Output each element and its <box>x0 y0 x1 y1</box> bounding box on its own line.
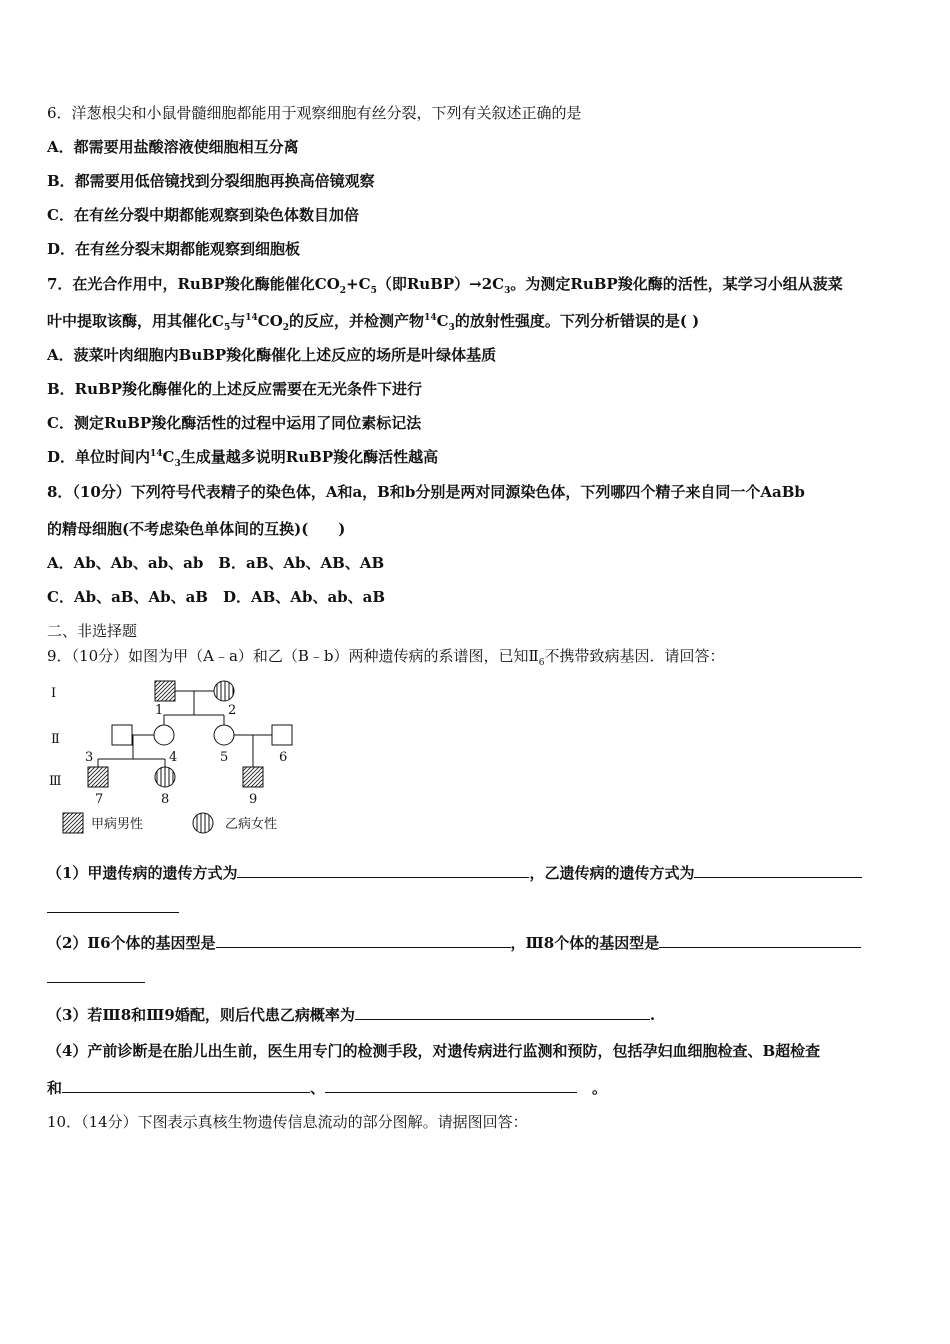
q7-stem-line2: 叶中提取该酶，用其催化$C_5$与$^{14}CO_2$的反应，并检测产物$^{14}C_3$的放射性强度。下列分析错误的是( ) <box>47 312 700 333</box>
q7-option-d: D．单位时间内$^{14}C_3$生成量越多说明RuBP羧化酶活性越高 <box>47 448 439 469</box>
individual-1-affected-male <box>155 681 175 701</box>
q10-stem: 10．（14分）下图表示真核生物遗传信息流动的部分图解。请据图回答： <box>47 1113 528 1131</box>
q9-part4: （4）产前诊断是在胎儿出生前，医生用专门的检测手段，对遗传病进行监测和预防，包括孕妇血细胞检查、B超检查 <box>47 1042 821 1060</box>
label-4: 4 <box>169 750 178 765</box>
label-9: 9 <box>249 792 258 807</box>
individual-4-female <box>154 725 174 745</box>
answer-blank-2b-continued[interactable] <box>47 968 145 983</box>
q6-option-c: C．在有丝分裂中期都能观察到染色体数目加倍 <box>47 206 359 224</box>
individual-5-female <box>214 725 234 745</box>
label-2: 2 <box>228 703 237 718</box>
label-1: 1 <box>155 703 164 718</box>
generation-label-3: Ⅲ <box>49 774 62 789</box>
label-7: 7 <box>95 792 104 807</box>
legend-label-disease-b-female: 乙病女性 <box>225 817 278 832</box>
answer-blank-2b[interactable] <box>659 933 861 948</box>
label-6: 6 <box>279 750 288 765</box>
q9-stem: 9．（10分）如图为甲（A﹣a）和乙（B﹣b）两种遗传病的系谱图，已知$Ⅱ_6$不携带致病基因．请回答： <box>47 647 725 668</box>
q8-stem-line1: 8．（10分）下列符号代表精子的染色体，A和a，B和b分别是两对同源染色体，下列哪四个精子来自同一个AaBb <box>47 483 805 501</box>
legend-label-disease-a-male: 甲病男性 <box>91 817 144 832</box>
q7-stem-line1: 7．在光合作用中，RuBP羧化酶能催化$CO_2+C_5$（即$RuBP)\to 2C_3$。为测定RuBP羧化酶的活性，某学习小组从菠菜 <box>47 275 843 296</box>
q9-part2-continued <box>47 968 145 987</box>
answer-blank-2a[interactable] <box>216 933 511 948</box>
section-heading: 二、非选择题 <box>47 622 138 640</box>
legend-swatch-disease-a-male <box>63 813 83 833</box>
q8-options-ab: A．Ab、Ab、ab、ab B．aB、Ab、AB、AB <box>47 554 385 572</box>
answer-blank-1a[interactable] <box>237 863 529 878</box>
q9-part1: （1）甲遗传病的遗传方式为 ，乙遗传病的遗传方式为 <box>47 862 862 883</box>
q6-option-a: A．都需要用盐酸溶液使细胞相互分离 <box>47 138 299 156</box>
generation-label-2: Ⅱ <box>51 732 60 747</box>
label-8: 8 <box>161 792 170 807</box>
q7-option-a: A．菠菜叶肉细胞内BuBP羧化酶催化上述反应的场所是叶绿体基质 <box>47 346 497 364</box>
q7-option-b: B．RuBP羧化酶催化的上述反应需要在无光条件下进行 <box>47 380 423 398</box>
q6-option-b: B．都需要用低倍镜找到分裂细胞再换高倍镜观察 <box>47 172 375 190</box>
label-5: 5 <box>220 750 229 765</box>
answer-blank-4a[interactable] <box>62 1078 310 1093</box>
q9-part3: （3）若Ⅲ8和Ⅲ9婚配，则后代患乙病概率为 . <box>47 1006 656 1024</box>
answer-blank-1b[interactable] <box>694 863 862 878</box>
q8-options-cd: C．Ab、aB、Ab、aB D．AB、Ab、ab、aB <box>47 588 386 606</box>
q8-stem-line2: 的精母细胞(不考虑染色单体间的互换)( ) <box>47 520 346 538</box>
individual-9-affected-male <box>243 767 263 787</box>
individual-2-affected-female <box>214 681 234 701</box>
q9-part1-continued <box>47 898 179 917</box>
answer-blank-1b-continued[interactable] <box>47 898 179 913</box>
label-3: 3 <box>85 750 94 765</box>
legend-swatch-disease-b-female <box>193 813 213 833</box>
q9-part2: （2）Ⅱ6个体的基因型是 ，Ⅲ8个体的基因型是 <box>47 932 861 953</box>
answer-blank-3[interactable] <box>355 1005 650 1020</box>
pedigree-chart <box>47 675 307 840</box>
individual-6-male <box>272 725 292 745</box>
individual-8-affected-female <box>155 767 175 787</box>
answer-blank-4b[interactable] <box>325 1078 577 1093</box>
q9-part4-continued: 和 、 。 <box>47 1079 608 1097</box>
individual-3-male <box>112 725 132 745</box>
q7-option-c: C．测定RuBP羧化酶活性的过程中运用了同位素标记法 <box>47 414 422 432</box>
generation-label-1: Ⅰ <box>51 686 57 701</box>
q6-stem: 6．洋葱根尖和小鼠骨髓细胞都能用于观察细胞有丝分裂，下列有关叙述正确的是 <box>47 104 582 122</box>
individual-7-affected-male <box>88 767 108 787</box>
q6-option-d: D．在有丝分裂末期都能观察到细胞板 <box>47 240 301 258</box>
